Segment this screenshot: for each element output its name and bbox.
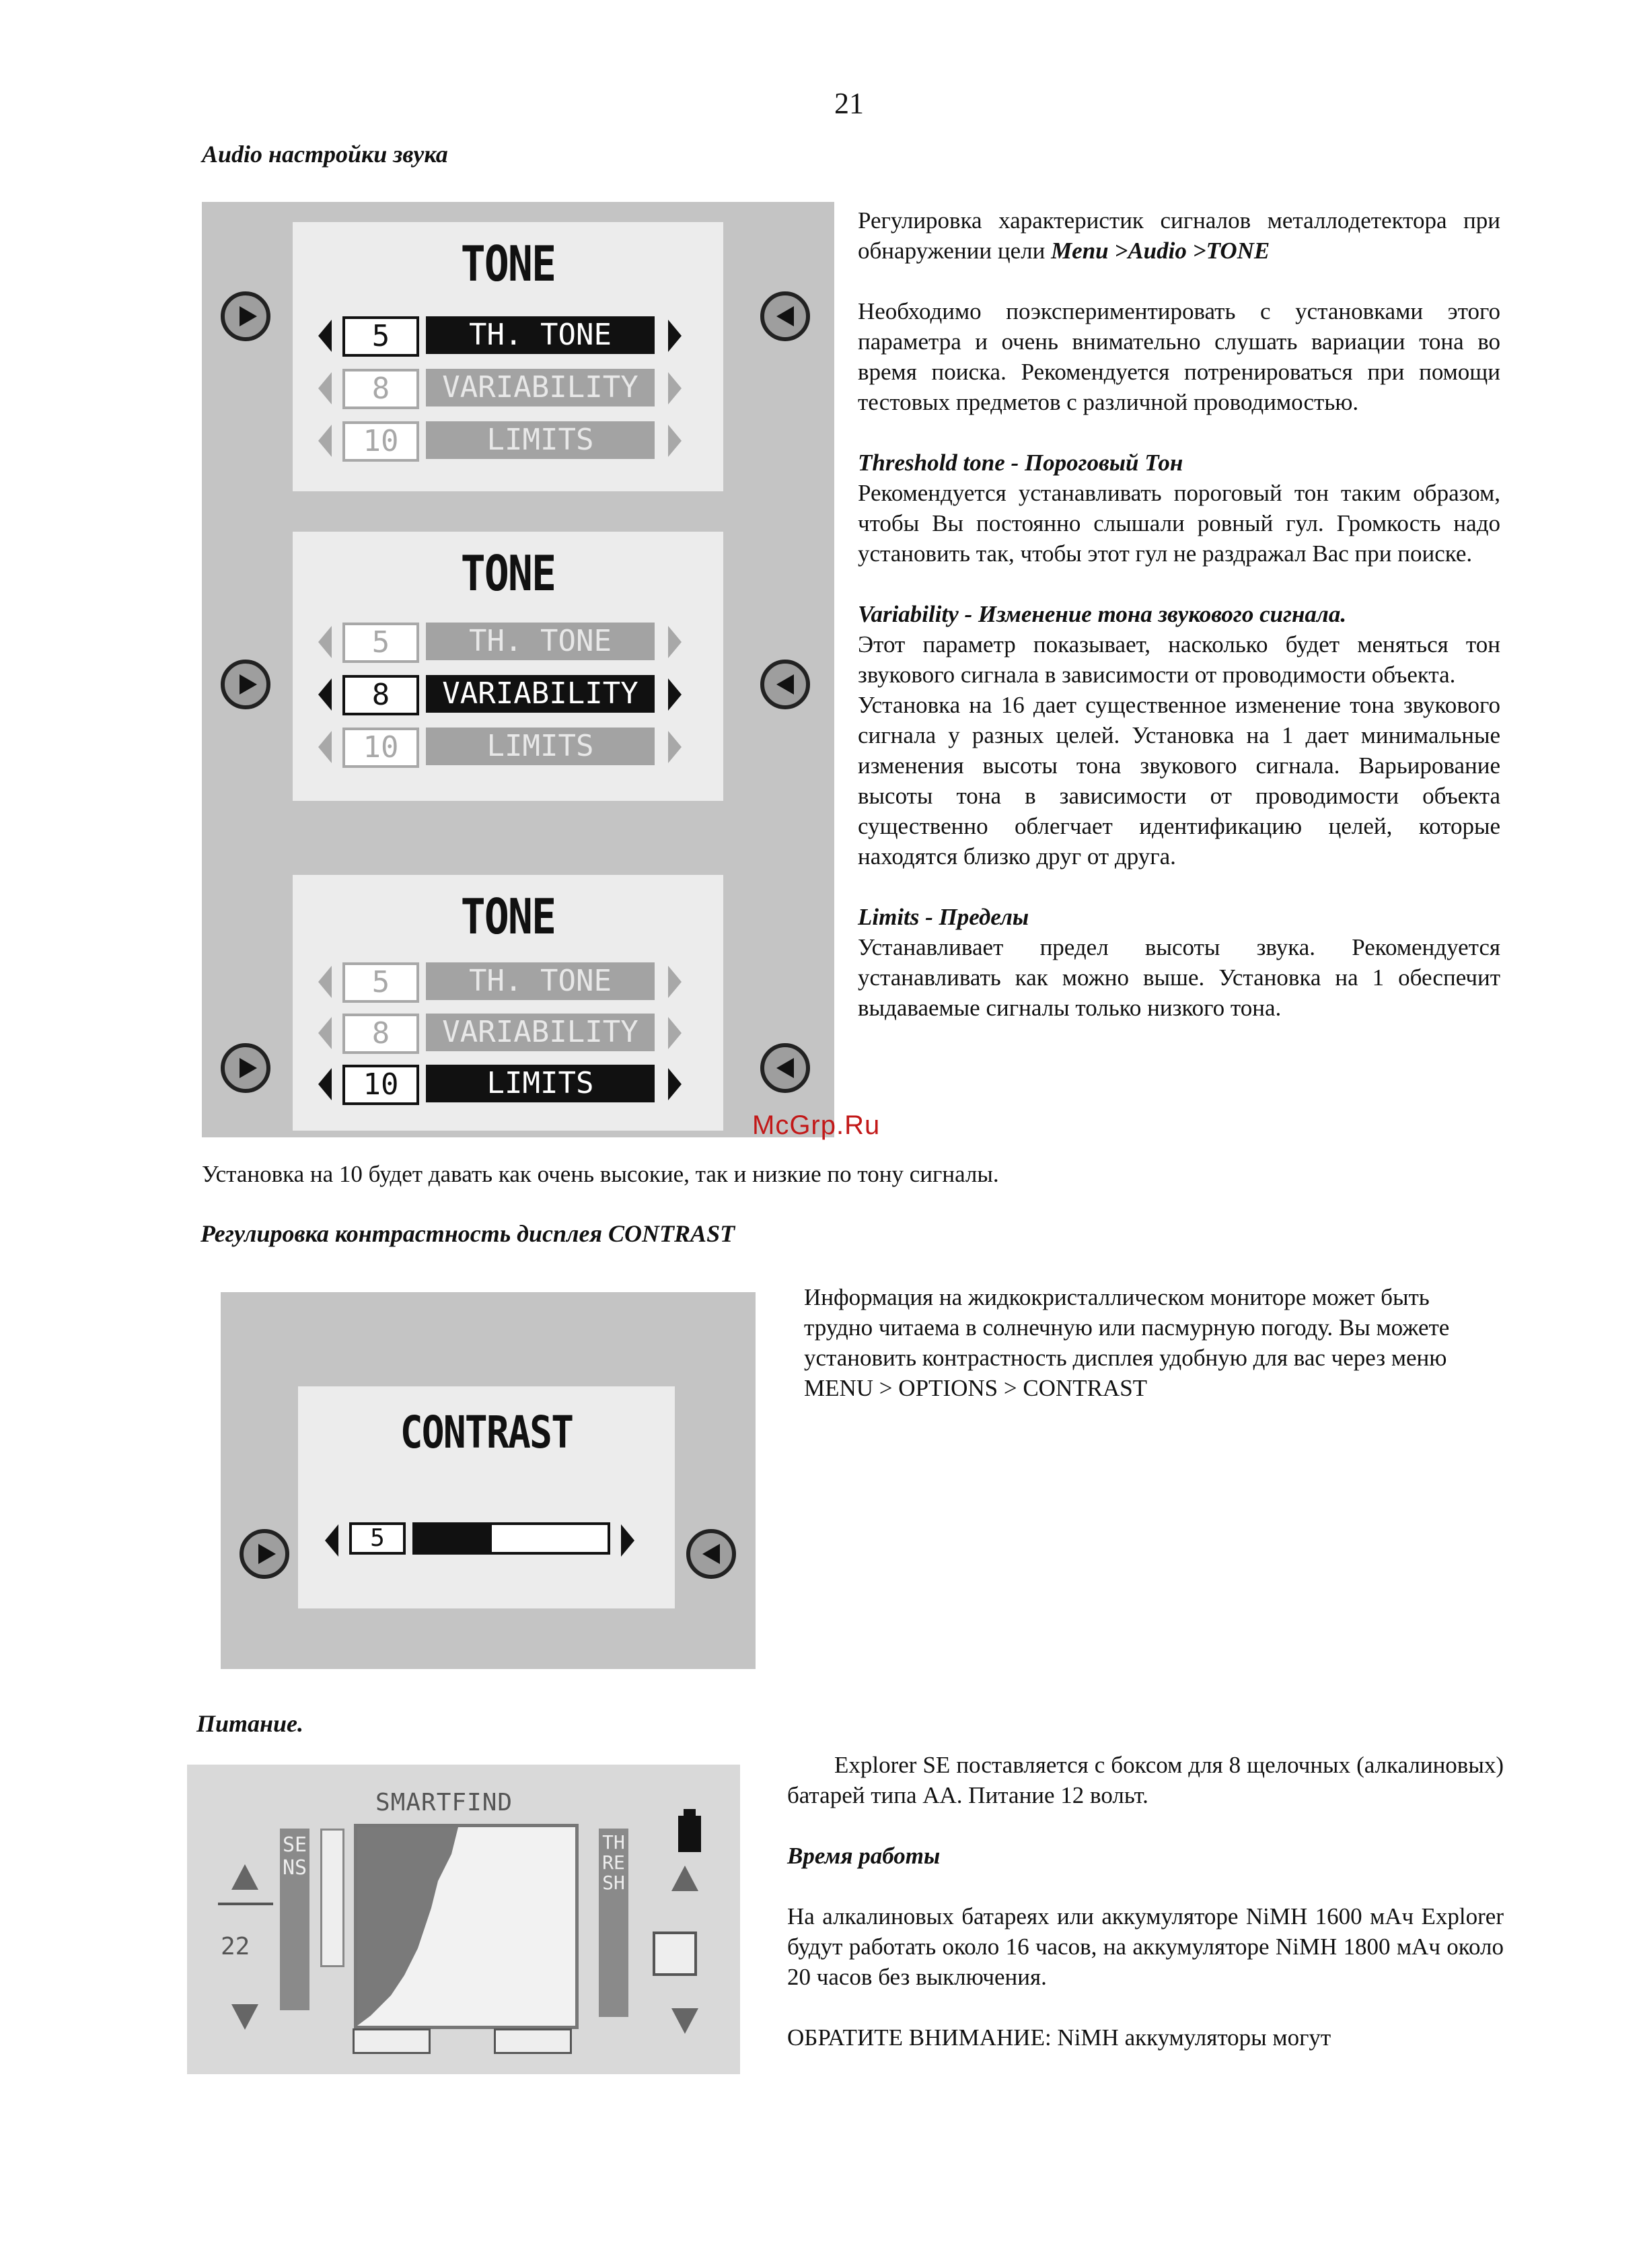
variability-title: Variability - Изменение тона звукового сигнала. — [858, 601, 1347, 627]
battery-cap — [684, 1809, 696, 1816]
enter-button-icon[interactable] — [240, 1529, 289, 1579]
right-arrow-icon[interactable] — [668, 966, 682, 998]
th-tone-label: TH. TONE — [426, 623, 655, 660]
tone-screen-1 — [293, 222, 723, 491]
left-arrow-icon[interactable] — [318, 320, 332, 352]
limits-value: 10 — [342, 421, 419, 462]
power-text: Explorer SE поставляется с боксом для 8 щелочных (алкалиновых) батарей типа АА. Питание 12 вольт. — [787, 1752, 1504, 1808]
right-arrow-icon[interactable] — [668, 425, 682, 457]
threshold-title: Threshold tone - Пороговый Тон — [858, 450, 1183, 476]
threshold-text: Рекомендуется устанавливать пороговый тон таким образом, чтобы Вы постоянно слышали ровный гул. Громкость надо установить так, чтобы этот гул не раздражал Вас при поиске. — [858, 480, 1500, 567]
up-triangle-icon[interactable] — [671, 1866, 698, 1891]
variability-row[interactable] — [318, 675, 695, 714]
variability-label: VARIABILITY — [426, 1014, 655, 1051]
tone-screen-title: TONE — [460, 888, 556, 945]
tone-screen-3 — [293, 875, 723, 1131]
variability-text-2: Установка на 16 дает существенное изменение тона звукового сигнала у разных целей. Установка на 1 дает минимальные изменения высоты тона звукового сигнала. Варьирование высоты тона в зависимости от проводимости объекта существенно облегчает идентификацию целей, которые находятся близко друг от друга. — [858, 692, 1500, 870]
back-button-icon[interactable] — [760, 660, 810, 709]
runtime-title: Время работы — [787, 1843, 941, 1869]
enter-button-icon[interactable] — [221, 1043, 270, 1093]
back-button-icon[interactable] — [686, 1529, 736, 1579]
smartfind-title: SMARTFIND — [375, 1789, 513, 1816]
sens-label: SENS — [282, 1833, 307, 1880]
th-tone-row[interactable] — [318, 962, 695, 1001]
left-arrow-icon[interactable] — [318, 1017, 332, 1049]
right-arrow-icon[interactable] — [668, 320, 682, 352]
left-arrow-icon[interactable] — [318, 1068, 332, 1100]
sens-divider — [218, 1903, 273, 1905]
right-arrow-icon[interactable] — [668, 1068, 682, 1100]
battery-icon — [678, 1816, 701, 1852]
contrast-screenshot — [221, 1292, 756, 1669]
thresh-bar — [599, 1829, 628, 2017]
limits-label: LIMITS — [426, 1065, 655, 1102]
back-button-icon[interactable] — [760, 291, 810, 341]
th-tone-value: 5 — [342, 962, 419, 1003]
power-text-column — [787, 1750, 1504, 2053]
right-arrow-icon[interactable] — [668, 731, 682, 763]
left-arrow-icon[interactable] — [318, 372, 332, 404]
power-heading: Питание. — [196, 1710, 304, 1737]
th-tone-value: 5 — [342, 623, 419, 663]
bottom-indicator-right — [494, 2028, 572, 2054]
note-text: ОБРАТИТЕ ВНИМАНИЕ: NiMH аккумуляторы могут — [787, 2024, 1331, 2051]
contrast-text: Информация на жидкокристаллическом мониторе может быть трудно читаема в солнечную или пасмурную погоду. Вы можете установить контрастность дисплея удобную для вас через меню MENU > OPTIONS > CONTRAST — [804, 1284, 1450, 1401]
variability-row[interactable] — [318, 369, 695, 408]
runtime-text: На алкалиновых батареях или аккумуляторе NiMH 1600 мАч Explorer будут работать около 16 часов, на аккумуляторе NiMH 1800 мАч около 20 часов без выключения. — [787, 1903, 1504, 1990]
right-arrow-icon[interactable] — [668, 1017, 682, 1049]
left-arrow-icon[interactable] — [318, 731, 332, 763]
thresh-label: THRESH — [602, 1831, 625, 1894]
left-arrow-icon[interactable] — [318, 626, 332, 658]
up-triangle-icon[interactable] — [231, 1864, 258, 1890]
bottom-indicator-left — [353, 2028, 431, 2054]
th-tone-row[interactable] — [318, 316, 695, 355]
sens-value: 22 — [221, 1933, 250, 1960]
contrast-slider-fill — [415, 1525, 492, 1552]
tone-screen-2 — [293, 532, 723, 801]
contrast-row[interactable] — [325, 1521, 675, 1560]
right-arrow-icon[interactable] — [668, 678, 682, 711]
th-tone-label: TH. TONE — [426, 962, 655, 1000]
variability-label: VARIABILITY — [426, 369, 655, 406]
limits-text: Устанавливает предел высоты звука. Рекомендуется устанавливать как можно выше. Установка на 1 обеспечит выдаваемые сигналы только низкого тона. — [858, 934, 1500, 1021]
smartfind-pattern — [357, 1827, 575, 2026]
limits-row[interactable] — [318, 421, 695, 460]
enter-button-icon[interactable] — [221, 660, 270, 709]
audio-menu-path: Menu >Audio >TONE — [1051, 238, 1270, 264]
right-arrow-icon[interactable] — [621, 1524, 634, 1557]
variability-value: 8 — [342, 1014, 419, 1054]
limits-row[interactable] — [318, 728, 695, 767]
th-tone-row[interactable] — [318, 623, 695, 662]
tone-screen-title: TONE — [460, 545, 556, 602]
right-arrow-icon[interactable] — [668, 626, 682, 658]
contrast-value: 5 — [349, 1522, 406, 1555]
contrast-title: CONTRAST — [400, 1407, 573, 1458]
contrast-screen — [298, 1386, 675, 1608]
enter-button-icon[interactable] — [221, 291, 270, 341]
limits-title: Limits - Пределы — [858, 904, 1029, 930]
smartfind-plot — [354, 1824, 579, 2029]
contrast-heading: Регулировка контрастность дисплея CONTRAST — [200, 1220, 735, 1247]
tone-screenshots — [202, 202, 834, 1137]
variability-text-1: Этот параметр показывает, насколько будет меняться тон звукового сигнала в зависимости от проводимости объекта. — [858, 631, 1500, 688]
limits-label: LIMITS — [426, 421, 655, 459]
page-number: 21 — [834, 87, 864, 120]
audio-heading: Audio настройки звука — [202, 141, 448, 168]
th-tone-value: 5 — [342, 316, 419, 357]
audio-intro-2: Необходимо поэкспериментировать с установками этого параметра и очень внимательно слушать вариации тона во время поиска. Рекомендуется потренироваться при помощи тестовых предметов с различной проводимостью. — [858, 298, 1500, 415]
tone-screen-title: TONE — [460, 236, 556, 292]
variability-label: VARIABILITY — [426, 675, 655, 713]
contrast-slider[interactable] — [412, 1522, 610, 1555]
sens-bar — [280, 1829, 309, 2010]
smartfind-screenshot — [187, 1765, 740, 2074]
left-arrow-icon[interactable] — [318, 678, 332, 711]
audio-text-column — [858, 205, 1500, 1023]
sens-slider[interactable] — [320, 1829, 344, 1967]
left-arrow-icon[interactable] — [325, 1524, 338, 1557]
right-arrow-icon[interactable] — [668, 372, 682, 404]
left-arrow-icon[interactable] — [318, 425, 332, 457]
down-triangle-icon[interactable] — [671, 2008, 698, 2034]
variability-value: 8 — [342, 675, 419, 715]
limits-value: 10 — [342, 1065, 419, 1105]
audio-intro: Регулировка характеристик сигналов металлодетектора при обнаружении цели — [858, 207, 1500, 264]
down-triangle-icon[interactable] — [231, 2004, 258, 2030]
limits-row[interactable] — [318, 1065, 695, 1104]
limits-label: LIMITS — [426, 728, 655, 765]
zoom-icon[interactable] — [653, 1932, 697, 1976]
watermark: McGrp.Ru — [752, 1110, 881, 1140]
limits-value: 10 — [342, 728, 419, 768]
back-button-icon[interactable] — [760, 1043, 810, 1093]
variability-row[interactable] — [318, 1014, 695, 1053]
limits-text-2: Установка на 10 будет давать как очень высокие, так и низкие по тону сигналы. — [202, 1161, 999, 1187]
variability-value: 8 — [342, 369, 419, 409]
left-arrow-icon[interactable] — [318, 966, 332, 998]
th-tone-label: TH. TONE — [426, 316, 655, 354]
